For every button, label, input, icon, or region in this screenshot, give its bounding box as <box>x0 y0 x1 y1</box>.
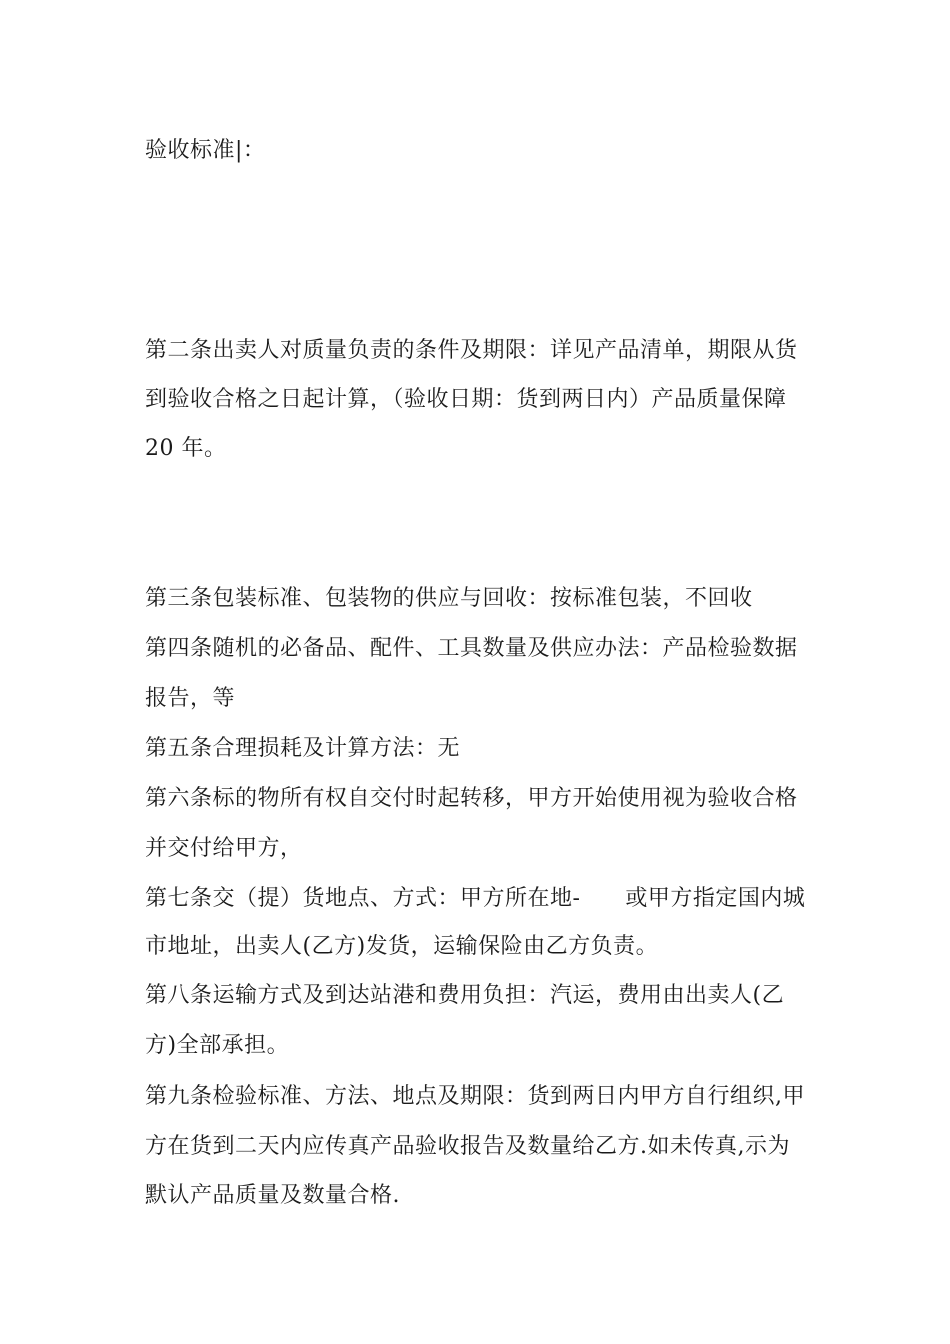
article-7-line-2: 市地址，出卖人(乙方)发货，运输保险由乙方负责。 <box>145 934 659 959</box>
article-4-line-1: 第四条随机的必备品、配件、工具数量及供应办法：产品检验数据 <box>145 636 798 661</box>
article-7-line-1: 第七条交（提）货地点、方式：甲方所在地- 或甲方指定国内城 <box>145 886 806 911</box>
article-8-line-2: 方)全部承担。 <box>145 1033 290 1058</box>
article-2-line-1: 第二条出卖人对质量负责的条件及期限：详见产品清单，期限从货 <box>145 338 798 363</box>
article-9-line-3: 默认产品质量及数量合格. <box>145 1183 400 1208</box>
article-9-line-1: 第九条检验标准、方法、地点及期限：货到两日内甲方自行组织,甲 <box>145 1084 805 1109</box>
article-2-line-3: 20 年。 <box>145 436 227 461</box>
article-9-line-2: 方在货到二天内应传真产品验收报告及数量给乙方.如未传真,示为 <box>145 1134 790 1159</box>
article-4-line-2: 报告，等 <box>145 686 236 711</box>
article-2-line-2: 到验收合格之日起计算，（验收日期：货到两日内）产品质量保障 <box>145 387 787 412</box>
article-6-line-2: 并交付给甲方， <box>145 836 303 861</box>
article-5-line-1: 第五条合理损耗及计算方法：无 <box>145 736 461 761</box>
article-3-line-1: 第三条包装标准、包装物的供应与回收：按标准包装，不回收 <box>145 586 753 611</box>
acceptance-standard-heading: 验收标准|： <box>145 138 266 163</box>
article-8-line-1: 第八条运输方式及到达站港和费用负担：汽运，费用由出卖人(乙 <box>145 983 785 1008</box>
article-6-line-1: 第六条标的物所有权自交付时起转移，甲方开始使用视为验收合格 <box>145 786 798 811</box>
